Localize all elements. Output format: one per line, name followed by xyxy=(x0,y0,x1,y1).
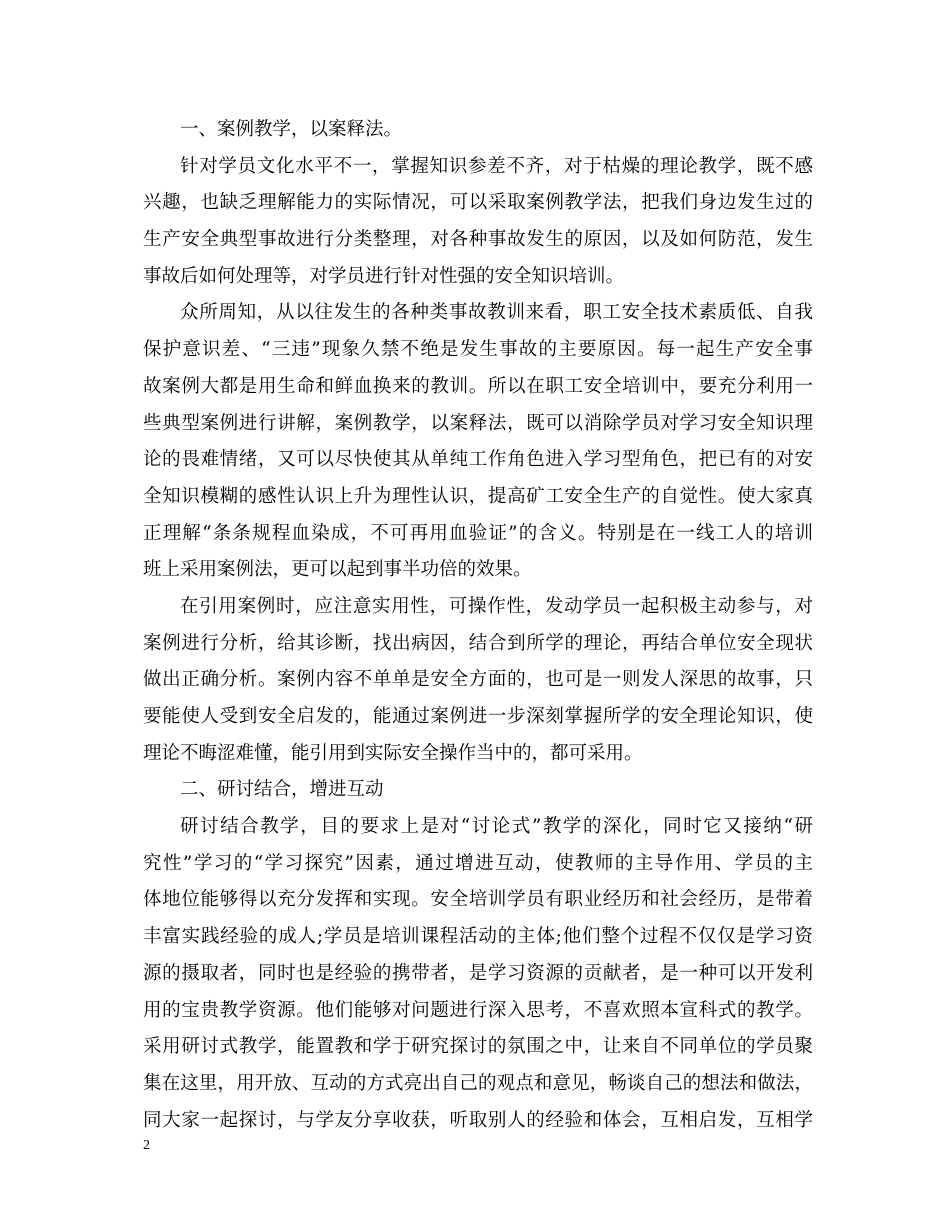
text-line: 用的宝贵教学资源。他们能够对问题进行深入思考，不喜欢照本宣科式的教学。 xyxy=(143,999,813,1021)
text-line: 体地位能够得以充分发挥和实现。安全培训学员有职业经历和社会经历，是带着 xyxy=(143,889,813,911)
text-line: 故案例大都是用生命和鲜血换来的教训。所以在职工安全培训中，要充分利用一 xyxy=(143,375,813,397)
text-line: 事故后如何处理等，对学员进行针对性强的安全知识培训。 xyxy=(143,265,625,287)
text-line: 案例进行分析，给其诊断，找出病因，结合到所学的理论，再结合单位安全现状 xyxy=(143,632,813,654)
text-line: 正理解“条条规程血染成，不可再用血验证”的含义。特别是在一线工人的培训 xyxy=(143,522,813,544)
text-line: 集在这里，用开放、互动的方式亮出自己的观点和意见，畅谈自己的想法和做法， xyxy=(143,1072,813,1094)
text-line: 一、案例教学，以案释法。 xyxy=(180,119,403,140)
text-line: 理论不晦涩难懂，能引用到实际安全操作当中的，都可采用。 xyxy=(143,742,643,764)
text-line: 众所周知，从以往发生的各种类事故教训来看，职工安全技术素质低、自我 xyxy=(180,302,813,324)
text-line: 生产安全典型事故进行分类整理，对各种事故发生的原因，以及如何防范，发生 xyxy=(143,229,813,251)
text-line: 做出正确分析。案例内容不单单是安全方面的，也可是一则发人深思的故事，只 xyxy=(143,669,813,691)
text-line: 同大家一起探讨，与学友分享收获，听取别人的经验和体会，互相启发，互相学 xyxy=(143,1109,813,1131)
document-body xyxy=(143,112,813,1139)
text-line: 针对学员文化水平不一，掌握知识参差不齐，对于枯燥的理论教学，既不感 xyxy=(180,155,813,177)
text-line: 兴趣，也缺乏理解能力的实际情况，可以采取案例教学法，把我们身边发生过的 xyxy=(143,192,813,214)
text-line: 源的摄取者，同时也是经验的携带者，是学习资源的贡献者，是一种可以开发利 xyxy=(143,962,813,984)
text-line: 班上采用案例法，更可以起到事半功倍的效果。 xyxy=(143,559,532,581)
text-line: 全知识模糊的感性认识上升为理性认识，提高矿工安全生产的自觉性。使大家真 xyxy=(143,485,813,507)
text-line: 二、研讨结合，增进互动 xyxy=(180,779,384,801)
text-line: 在引用案例时，应注意实用性，可操作性，发动学员一起积极主动参与，对 xyxy=(180,595,813,617)
text-line: 研讨结合教学，目的要求上是对“讨论式”教学的深化，同时它又接纳“研 xyxy=(180,816,813,838)
text-line: 要能使人受到安全启发的，能通过案例进一步深刻掌握所学的安全理论知识，使 xyxy=(143,706,813,727)
text-line: 论的畏难情绪，又可以尽快使其从单纯工作角色进入学习型角色，把已有的对安 xyxy=(143,449,813,471)
text-line: 保护意识差、“三违”现象久禁不绝是发生事故的主要原因。每一起生产安全事 xyxy=(143,339,813,361)
text-line: 些典型案例进行讲解，案例教学，以案释法，既可以消除学员对学习安全知识理 xyxy=(143,412,813,434)
text-line: 丰富实践经验的成人;学员是培训课程活动的主体;他们整个过程不仅仅是学习资 xyxy=(143,926,813,948)
text-line: 究性”学习的“学习探究”因素，通过增进互动，使教师的主导作用、学员的主 xyxy=(143,852,813,874)
text-line: 采用研讨式教学，能置教和学于研究探讨的氛围之中，让来自不同单位的学员聚 xyxy=(143,1036,813,1058)
page-number: 2 xyxy=(143,1138,150,1153)
